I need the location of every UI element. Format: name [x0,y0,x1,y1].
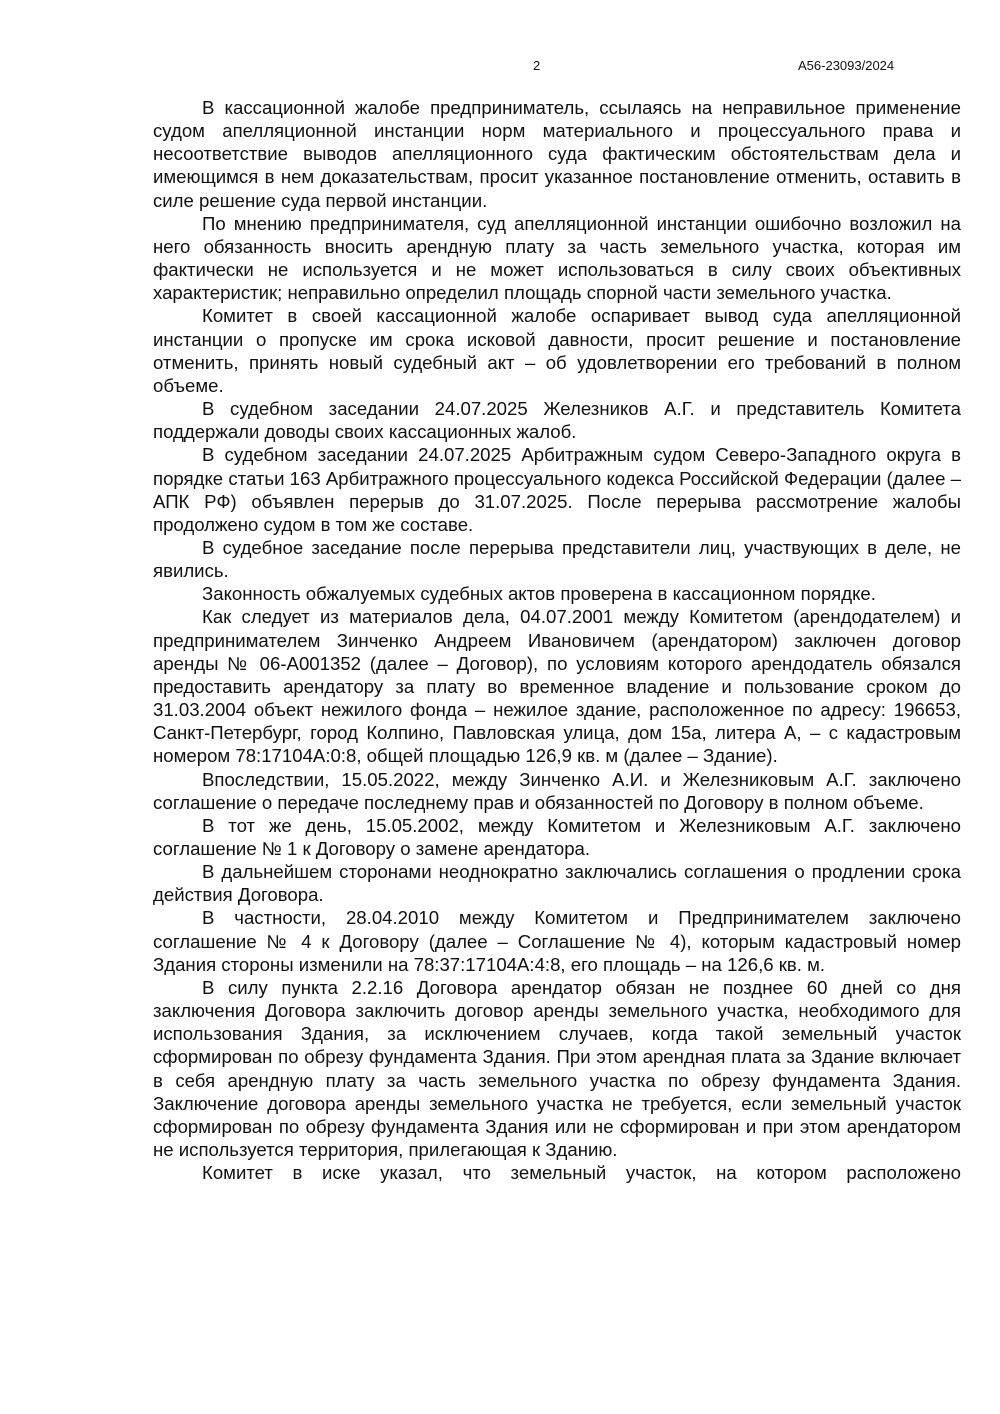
paragraph-tenant-replacement: В тот же день, 15.05.2002, между Комитетом и Железниковым А.Г. заключено соглашение № 1 к Договору о замене арендатора. [153,814,961,859]
paragraph-committee-claim: Комитет в иске указал, что земельный участок, на котором расположено [202,1162,961,1184]
paragraph-hearing-support: В судебном заседании 24.07.2025 Железников А.Г. и представитель Комитета поддержали доводы своих кассационных жалоб. [153,398,961,443]
paragraph-term-extensions: В дальнейшем сторонами неоднократно заключались соглашения о продлении срока действия Договора. [153,861,961,906]
paragraph-rights-transfer: Впоследствии, 15.05.2022, между Зинченко А.И. и Железниковым А.Г. заключено соглашение о передаче последнему прав и обязанностей по Договору в полном объеме. [153,768,961,813]
paragraph-hearing-recess: В судебном заседании 24.07.2025 Арбитражным судом Северо-Западного округа в порядке статьи 163 Арбитражного процессуального кодекса Российской Федерации (далее – АПК РФ) объявлен перерыв до 31.07.2025. После перерыва рассмотрение жалобы продолжено судом в том же составе. [153,444,961,535]
page-header [0,58,1000,78]
paragraph-after-recess: В судебное заседание после перерыва представители лиц, участвующих в деле, не явились. [153,536,961,582]
paragraph-legality-check: Законность обжалуемых судебных актов проверена в кассационном порядке. [202,583,876,605]
paragraph-agreement-4: В частности, 28.04.2010 между Комитетом и Предпринимателем заключено соглашение № 4 к Договору (далее – Соглашение № 4), которым кадастровый номер Здания стороны изменили на 78:37:17104А:4:8, его площадь – на 126,6 кв. м. [153,907,961,975]
case-number: А56-23093/2024 [798,58,895,73]
paragraph-clause-2-2-16: В силу пункта 2.2.16 Договора арендатор обязан не позднее 60 дней со дня заключения Договора заключить договор аренды земельного участка, необходимого для использования Здания, за исключением случаев, когда такой земельный участок сформирован по обрезу фундамента Здания. При этом арендная плата за Здание включает в себя арендную плату за часть земельного участка по обрезу фундамента Здания. Заключение договора аренды земельного участка не требуется, если земельный участок сформирован по обрезу фундамента Здания или не сформирован и при этом арендатором не используется территория, прилегающая к Зданию. [153,976,961,1161]
paragraph-committee-appeal: Комитет в своей кассационной жалобе оспаривает вывод суда апелляционной инстанции о пропуске им срока исковой давности, просит решение и постановление отменить, принять новый судебный акт – об удовлетворении его требований в полном объеме. [153,305,961,396]
page-number: 2 [533,58,541,73]
paragraph-cassation-appeal-entrepreneur: В кассационной жалобе предприниматель, ссылаясь на неправильное применение судом апелляционной инстанции норм материального и процессуального права и несоответствие выводов апелляционного суда фактическим обстоятельствам дела и имеющимся в нем доказательствам, просит указанное постановление отменить, оставить в силе решение суда первой инстанции. [153,97,961,211]
document-body [153,96,961,1184]
paragraph-lease-agreement: Как следует из материалов дела, 04.07.2001 между Комитетом (арендодателем) и предпринимателем Зинченко Андреем Ивановичем (арендатором) заключен договор аренды № 06-А001352 (далее – Договор), по условиям которого арендодатель обязался предоставить арендатору за плату во временное владение и пользование сроком до 31.03.2004 объект нежилого фонда – нежилое здание, расположенное по адресу: 196653, Санкт-Петербург, город Колпино, Павловская улица, дом 15а, литера А, – с кадастровым номером 78:17104А:0:8, общей площадью 126,9 кв. м (далее – Здание). [153,606,961,767]
paragraph-entrepreneur-opinion: По мнению предпринимателя, суд апелляционной инстанции ошибочно возложил на него обязанность вносить арендную плату за часть земельного участка, которая им фактически не используется и не может использоваться в силу своих объективных характеристик; неправильно определил площадь спорной части земельного участка. [153,212,961,304]
